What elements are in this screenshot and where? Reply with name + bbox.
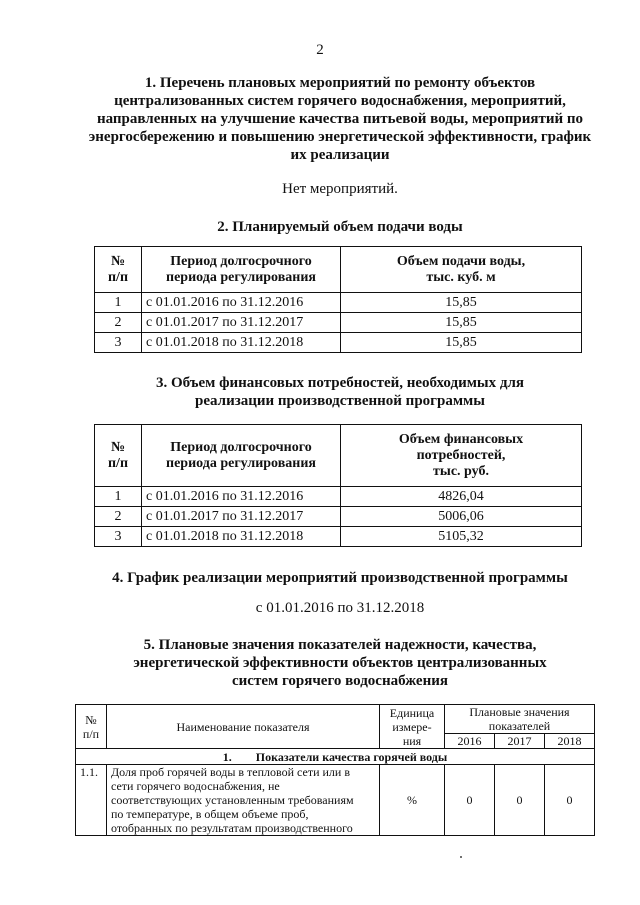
- header-period: [142, 425, 341, 487]
- name-line: Доля проб горячей воды в тепловой сети или в: [111, 765, 351, 779]
- table-row: [95, 313, 582, 333]
- table-header-row: [95, 247, 582, 293]
- row-num: 2: [95, 313, 142, 333]
- header-text: измере-: [392, 719, 432, 734]
- header-finance: [341, 425, 582, 487]
- row-value: 4826,04: [341, 487, 582, 507]
- section1-title-line: энергосбережению и повышению энергетической эффективности, график: [88, 129, 592, 145]
- row-period: с 01.01.2016 по 31.12.2016: [142, 487, 341, 507]
- header-text: тыс. руб.: [433, 463, 489, 479]
- table-row: [95, 293, 582, 313]
- header-text: №: [85, 712, 97, 727]
- row-num: 1: [95, 487, 142, 507]
- row-value-2016: 0: [445, 765, 495, 836]
- header-text: тыс. куб. м: [426, 269, 496, 285]
- page-number: 2: [316, 42, 324, 58]
- row-num: 3: [95, 333, 142, 353]
- section4-title: 4. График реализации мероприятий производственной программы: [112, 570, 568, 586]
- header-year: 2016: [445, 734, 495, 749]
- row-period: с 01.01.2017 по 31.12.2017: [142, 507, 341, 527]
- section1-title-line: их реализации: [290, 147, 390, 163]
- header-text: Плановые значения: [469, 705, 570, 719]
- header-text: периода регулирования: [166, 455, 316, 471]
- row-period: с 01.01.2018 по 31.12.2018: [142, 333, 341, 353]
- header-text: №: [110, 439, 126, 455]
- header-text: п/п: [82, 726, 100, 741]
- header-period: [142, 247, 341, 293]
- group-title: [76, 749, 595, 765]
- table-row: [95, 507, 582, 527]
- table-row: [95, 487, 582, 507]
- header-text: ния: [402, 733, 422, 748]
- header-text: потребностей,: [416, 447, 506, 463]
- group-number: 1.: [222, 749, 232, 764]
- section1-title-line: направленных на улучшение качества питьевой воды, мероприятий по: [96, 111, 584, 127]
- header-text: п/п: [107, 269, 129, 285]
- header-year: 2017: [494, 734, 544, 749]
- header-num: [76, 705, 107, 749]
- header-unit: [380, 705, 445, 749]
- header-text: №: [110, 253, 126, 269]
- row-value: 5006,06: [341, 507, 582, 527]
- name-line: сети горячего водоснабжения, не: [111, 779, 280, 793]
- name-line: по температуре, в общем объеме проб,: [111, 807, 309, 821]
- table-header-row: [76, 705, 595, 734]
- indicators-table: [75, 704, 595, 836]
- row-value: 15,85: [341, 313, 582, 333]
- section3-title-line: 3. Объем финансовых потребностей, необходимых для: [155, 375, 525, 391]
- group-text: Показатели качества горячей воды: [255, 749, 448, 764]
- water-volume-table: [94, 246, 582, 353]
- section5-title: [60, 636, 620, 690]
- table-row: [76, 765, 595, 836]
- row-value: 15,85: [341, 293, 582, 313]
- section2-title: 2. Планируемый объем подачи воды: [217, 219, 463, 235]
- table-header-row: [95, 425, 582, 487]
- row-num: 3: [95, 527, 142, 547]
- scan-speck: [460, 856, 462, 858]
- row-unit: %: [380, 765, 445, 836]
- section1-title-line: 1. Перечень плановых мероприятий по ремонту объектов: [144, 75, 536, 91]
- section4-text: с 01.01.2016 по 31.12.2018: [255, 600, 425, 616]
- header-text: показателей: [488, 719, 551, 733]
- header-text: Объем подачи воды,: [396, 253, 526, 269]
- section1-title: [60, 74, 620, 164]
- section5-title-line: 5. Плановые значения показателей надежности, качества,: [143, 637, 537, 653]
- row-period: с 01.01.2016 по 31.12.2016: [142, 293, 341, 313]
- row-value-2017: 0: [494, 765, 544, 836]
- name-line: соответствующих установленным требованиям: [111, 793, 354, 807]
- section1-text: Нет мероприятий.: [282, 181, 398, 197]
- section3-title-line: реализации производственной программы: [195, 393, 485, 409]
- header-text: Единица: [389, 705, 435, 720]
- header-text: Объем финансовых: [398, 431, 524, 447]
- header-volume: [341, 247, 582, 293]
- section1-title-line: централизованных систем горячего водоснабжения, мероприятий,: [114, 93, 566, 109]
- header-year: 2018: [544, 734, 594, 749]
- section3-title: [60, 374, 620, 410]
- header-text: Период долгосрочного: [170, 253, 312, 269]
- row-num: 2: [95, 507, 142, 527]
- header-plan-values: [445, 705, 595, 734]
- row-num: 1.1.: [76, 765, 107, 836]
- financial-needs-table: [94, 424, 582, 547]
- header-text: Период долгосрочного: [170, 439, 312, 455]
- header-num: [95, 247, 142, 293]
- row-indicator-name: [107, 765, 380, 836]
- table-row: [95, 333, 582, 353]
- table-group-row: [76, 749, 595, 765]
- table-row: [95, 527, 582, 547]
- name-line: отобранных по результатам производственного: [111, 821, 353, 835]
- row-period: с 01.01.2018 по 31.12.2018: [142, 527, 341, 547]
- section5-title-line: систем горячего водоснабжения: [232, 673, 448, 689]
- row-value-2018: 0: [544, 765, 594, 836]
- header-indicator-name: Наименование показателя: [107, 705, 380, 749]
- section5-title-line: энергетической эффективности объектов централизованных: [133, 655, 547, 671]
- header-num: [95, 425, 142, 487]
- row-value: 15,85: [341, 333, 582, 353]
- row-num: 1: [95, 293, 142, 313]
- row-period: с 01.01.2017 по 31.12.2017: [142, 313, 341, 333]
- header-text: периода регулирования: [166, 269, 316, 285]
- row-value: 5105,32: [341, 527, 582, 547]
- header-text: п/п: [107, 455, 129, 471]
